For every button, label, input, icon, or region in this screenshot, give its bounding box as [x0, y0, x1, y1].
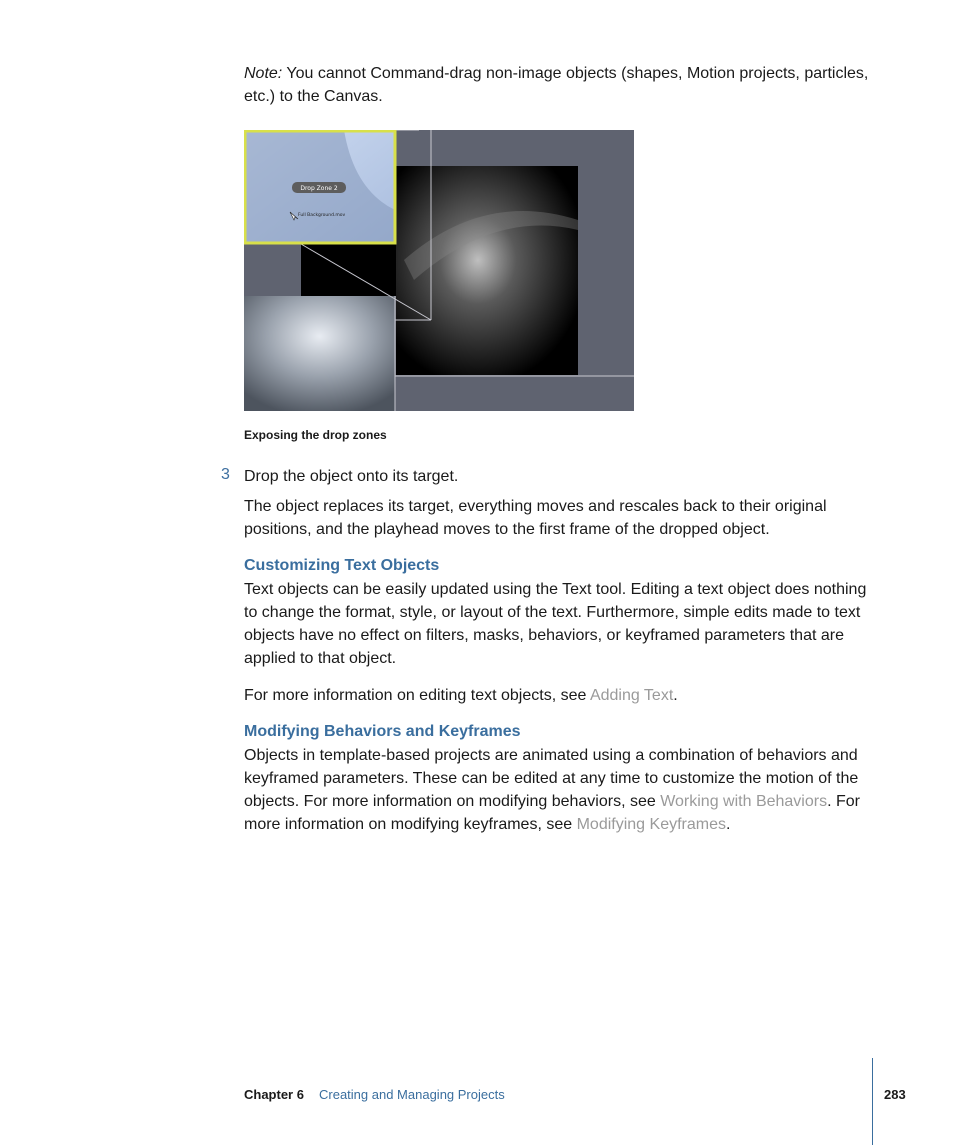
- step-text-block: [244, 465, 880, 488]
- step-text: Drop the object onto its target.: [244, 468, 459, 485]
- section-body-prefix: Objects in template-based projects are animated using a combination of behaviors and keyframed parameters. These can be edited at any time to customize the motion of the objects. For more information on modifying behaviors, see: [244, 747, 859, 810]
- working-with-behaviors-link[interactable]: Working with Behaviors: [660, 793, 828, 810]
- more-info-prefix: For more information on editing text objects, see: [244, 687, 590, 704]
- note-paragraph: [244, 62, 880, 108]
- footer-chapter-title[interactable]: Creating and Managing Projects: [319, 1087, 505, 1102]
- step-detail-block: [244, 495, 880, 541]
- page-number: 283: [884, 1087, 906, 1102]
- step-detail: The object replaces its target, everything moves and rescales back to their original positions, and the playhead moves to the first frame of the dropped object.: [244, 498, 827, 538]
- section-body-suffix: .: [725, 816, 731, 833]
- modifying-keyframes-link[interactable]: Modifying Keyframes: [576, 816, 726, 833]
- adding-text-link[interactable]: Adding Text: [589, 687, 674, 704]
- figure-caption: Exposing the drop zones: [244, 428, 387, 442]
- note-text: You cannot Command-drag non-image objects (shapes, Motion projects, particles, etc.) to the Canvas.: [244, 65, 869, 105]
- section-customizing-text: [244, 555, 880, 670]
- drop-zone-label: Drop Zone 2: [300, 185, 338, 192]
- section-body-mid: . For more information on modifying keyframes, see: [244, 793, 860, 833]
- section-body: Text objects can be easily updated using the Text tool. Editing a text object does nothing to change the format, style, or layout of the text. Furthermore, simple edits made to text objects have no effect on filters, masks, behaviors, or keyframed parameters that are applied to that object.: [244, 581, 867, 667]
- drop-zone-sublabel: Full Background.mov: [298, 213, 346, 218]
- step-number: 3: [221, 466, 230, 483]
- drop-zones-illustration: [244, 130, 634, 411]
- more-info-paragraph: [244, 684, 880, 707]
- section-modifying-behaviors: [244, 721, 880, 836]
- footer-divider: [872, 1058, 873, 1145]
- more-info-suffix: .: [673, 687, 678, 704]
- drop-zones-figure: [244, 130, 634, 411]
- note-lead: Note:: [244, 65, 283, 82]
- section-heading: Modifying Behaviors and Keyframes: [244, 723, 521, 740]
- section-heading: Customizing Text Objects: [244, 557, 440, 574]
- footer-chapter: Chapter 6: [244, 1087, 304, 1102]
